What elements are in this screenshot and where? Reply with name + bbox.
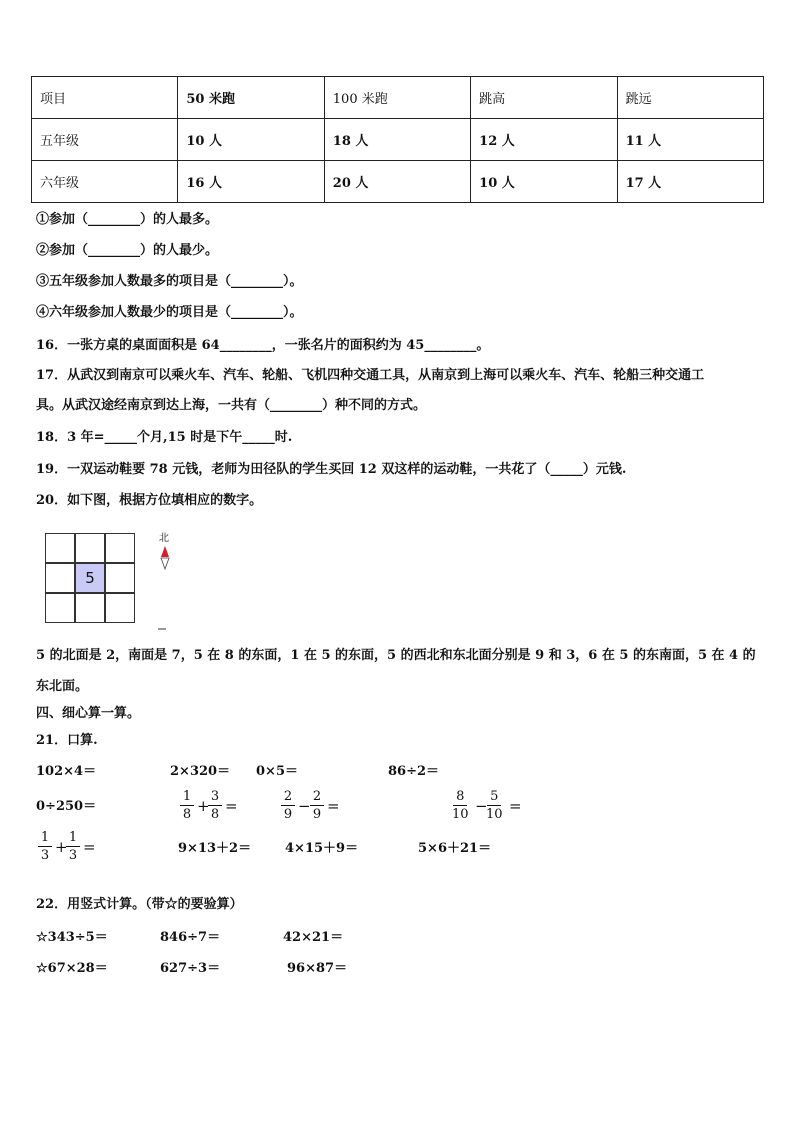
table-row bbox=[32, 119, 764, 161]
fraction bbox=[66, 830, 80, 863]
numerator: 1 bbox=[66, 830, 80, 847]
fraction bbox=[281, 789, 295, 822]
q15-item-3: ③五年级参加人数最多的项目是（________）。 bbox=[36, 274, 303, 289]
compass-arrow-icon bbox=[159, 545, 171, 571]
table-cell: 17 人 bbox=[617, 161, 763, 203]
table-cell: 跳高 bbox=[471, 77, 617, 119]
fraction bbox=[208, 789, 222, 822]
center-number: 5 bbox=[85, 569, 95, 587]
calc-item: 627÷3＝ bbox=[160, 961, 221, 976]
table-cell: 项目 bbox=[32, 77, 178, 119]
grid-cell bbox=[75, 533, 105, 563]
grid-cell bbox=[105, 593, 135, 623]
grid-cell bbox=[45, 563, 75, 593]
question-17-line-1: 17．从武汉到南京可以乘火车、汽车、轮船、飞机四种交通工具，从南京到上海可以乘火车、汽车、轮船三种交通工 bbox=[36, 368, 705, 383]
table-cell: 18 人 bbox=[324, 119, 470, 161]
table-cell: 50 米跑 bbox=[178, 77, 324, 119]
fraction bbox=[486, 789, 503, 822]
calc-item: 5×6＋21＝ bbox=[418, 841, 492, 856]
question-22-title: 22．用竖式计算。（带☆的要验算） bbox=[36, 897, 243, 912]
denominator: 10 bbox=[486, 807, 503, 822]
question-21-title: 21．口算. bbox=[36, 733, 98, 748]
calc-item: 42×21＝ bbox=[283, 930, 344, 945]
calc-item: 846÷7＝ bbox=[160, 930, 221, 945]
calc-item: 4×15＋9＝ bbox=[285, 841, 359, 856]
calc-item: 0×5＝ bbox=[256, 764, 298, 779]
numerator: 3 bbox=[208, 789, 222, 806]
table-cell: 11 人 bbox=[617, 119, 763, 161]
calc-item: 86÷2＝ bbox=[388, 764, 440, 779]
equals-sign: = bbox=[327, 797, 340, 815]
calc-item: 9×13＋2＝ bbox=[178, 841, 252, 856]
denominator: 3 bbox=[68, 848, 78, 863]
calc-item: ☆67×28＝ bbox=[36, 961, 108, 976]
question-19: 19．一双运动鞋要 78 元钱，老师为田径队的学生买回 12 双这样的运动鞋，一共花了（_____）元钱. bbox=[36, 462, 627, 477]
operator: − bbox=[298, 797, 311, 815]
equals-sign: = bbox=[509, 797, 522, 815]
denominator: 10 bbox=[452, 807, 469, 822]
calc-item: ☆343÷5＝ bbox=[36, 930, 108, 945]
grid-cell bbox=[75, 593, 105, 623]
numerator: 2 bbox=[281, 789, 295, 806]
table-cell: 五年级 bbox=[32, 119, 178, 161]
numerator: 2 bbox=[310, 789, 324, 806]
sports-table bbox=[31, 76, 764, 203]
operator: + bbox=[55, 838, 68, 856]
question-16: 16．一张方桌的桌面面积是 64________，一张名片的面积约为 45________。 bbox=[36, 338, 490, 353]
q15-item-4: ④六年级参加人数最少的项目是（________）。 bbox=[36, 305, 303, 320]
question-20-desc-line-1: 5 的北面是 2，南面是 7，5 在 8 的东面，1 在 5 的东面，5 的西北和东北面分别是 9 和 3，6 在 5 的东南面，5 在 4 的 bbox=[36, 648, 756, 663]
grid-cell bbox=[105, 563, 135, 593]
numerator: 1 bbox=[180, 789, 194, 806]
table-cell: 跳远 bbox=[617, 77, 763, 119]
calc-item: 2×320＝ bbox=[170, 764, 231, 779]
denominator: 9 bbox=[283, 807, 293, 822]
operator: + bbox=[197, 797, 210, 815]
question-18: 18．3 年=_____个月,15 时是下午_____时. bbox=[36, 430, 293, 445]
table-cell: 10 人 bbox=[178, 119, 324, 161]
north-label: 北 bbox=[159, 533, 169, 544]
table-cell: 16 人 bbox=[178, 161, 324, 203]
calc-item: 102×4＝ bbox=[36, 764, 97, 779]
grid-cell bbox=[45, 533, 75, 563]
table-cell: 10 人 bbox=[471, 161, 617, 203]
denominator: 9 bbox=[312, 807, 322, 822]
calc-item: 96×87＝ bbox=[287, 961, 348, 976]
grid-center-cell bbox=[75, 563, 105, 593]
denominator: 8 bbox=[182, 807, 192, 822]
grid-divider bbox=[158, 628, 166, 630]
q15-item-1: ①参加（________）的人最多。 bbox=[36, 212, 219, 227]
operator: − bbox=[475, 797, 488, 815]
equals-sign: = bbox=[225, 797, 238, 815]
grid-cell bbox=[45, 593, 75, 623]
table-cell: 100 米跑 bbox=[324, 77, 470, 119]
q15-item-2: ②参加（________）的人最少。 bbox=[36, 243, 219, 258]
table-cell: 20 人 bbox=[324, 161, 470, 203]
fraction bbox=[452, 789, 469, 822]
equals-sign: = bbox=[83, 838, 96, 856]
denominator: 3 bbox=[40, 848, 50, 863]
fraction bbox=[180, 789, 194, 822]
direction-grid bbox=[45, 533, 136, 624]
table-row bbox=[32, 161, 764, 203]
fraction bbox=[310, 789, 324, 822]
table-header-row bbox=[32, 77, 764, 119]
fraction bbox=[38, 830, 52, 863]
question-20-desc-line-2: 东北面。 bbox=[36, 679, 89, 694]
numerator: 8 bbox=[453, 789, 467, 806]
table-cell: 六年级 bbox=[32, 161, 178, 203]
table-cell: 12 人 bbox=[471, 119, 617, 161]
section-4-heading: 四、细心算一算。 bbox=[36, 706, 141, 721]
grid-cell bbox=[105, 533, 135, 563]
numerator: 1 bbox=[38, 830, 52, 847]
question-20-title: 20．如下图，根据方位填相应的数字。 bbox=[36, 493, 263, 508]
question-17-line-2: 具。从武汉途经南京到达上海，一共有（________）种不同的方式。 bbox=[36, 398, 427, 413]
calc-item: 0÷250＝ bbox=[36, 799, 97, 814]
denominator: 8 bbox=[210, 807, 220, 822]
numerator: 5 bbox=[487, 789, 501, 806]
